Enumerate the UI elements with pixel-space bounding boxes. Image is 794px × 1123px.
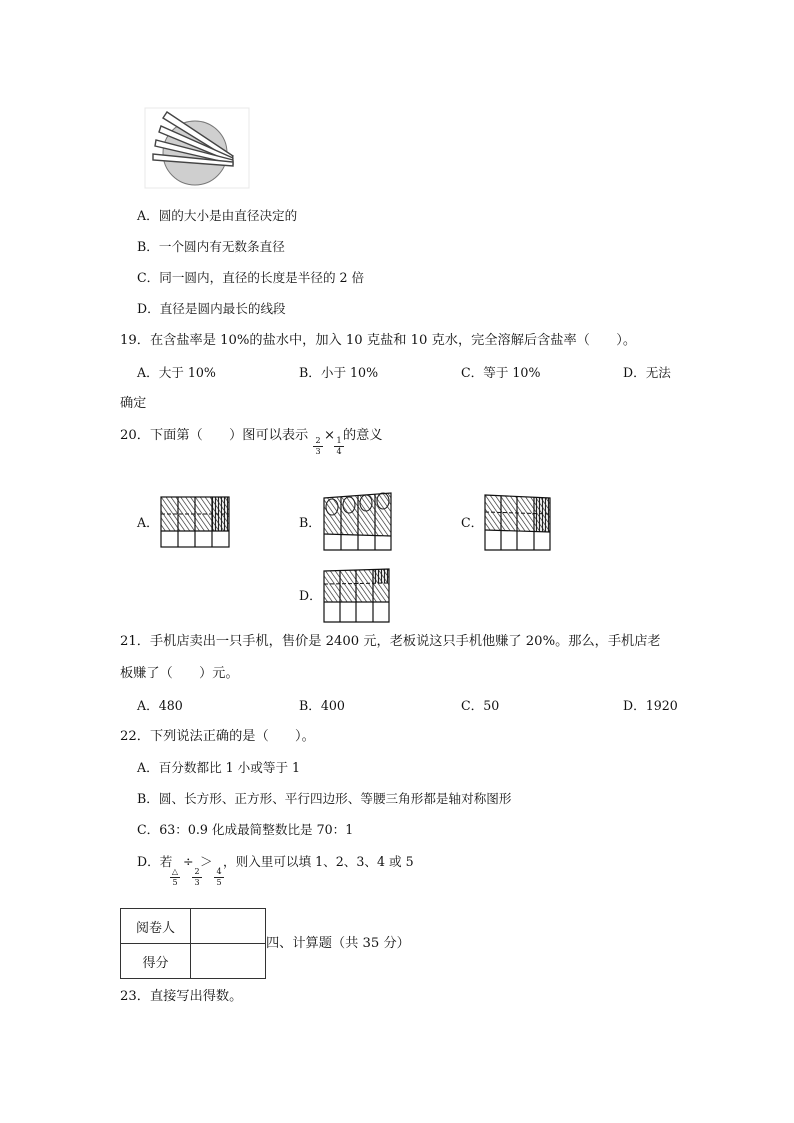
q22-option-d-suffix: ，则入里可以填 1、2、3、4 或 5 <box>223 854 414 869</box>
q22-stem: 22．下列说法正确的是（ ）。 <box>120 729 315 744</box>
score-cell[interactable] <box>191 944 266 979</box>
q20-label-c: C． <box>461 515 484 530</box>
q18-option-a: A．圆的大小是由直径决定的 <box>137 208 298 223</box>
q19-stem: 19．在含盐率是 10%的盐水中，加入 10 克盐和 10 克水，完全溶解后含盐率（ ）。 <box>120 333 637 348</box>
q22-option-c: C．63：0.9 化成最简整数比是 70：1 <box>137 822 354 837</box>
q22-option-d-prefix: D．若 <box>137 854 173 869</box>
q22-divide: ÷ <box>183 854 194 869</box>
q18-option-c: C．同一圆内，直径的长度是半径的 2 倍 <box>137 270 365 285</box>
q20-label-a: A． <box>137 515 159 530</box>
q21-stem: 21．手机店卖出一只手机，售价是 2400 元，老板说这只手机他赚了 20%。那么，手机店老 <box>120 634 661 649</box>
q20-grid-a <box>160 496 232 548</box>
q21-option-b: B．400 <box>299 698 345 713</box>
q18-option-d: D．直径是圆内最长的线段 <box>137 301 286 316</box>
q19-option-b: B．小于 10% <box>299 365 379 380</box>
q21-option-a: A．480 <box>137 698 183 713</box>
section-heading: 四、计算题（共 35 分） <box>266 936 410 951</box>
q18-option-b: B．一个圆内有无数条直径 <box>137 239 285 254</box>
q21-stem-2: 板赚了（ ）元。 <box>120 666 239 681</box>
q20-fraction-2: 1 4 <box>334 437 344 456</box>
q20-times: × <box>324 428 336 443</box>
q19-option-a: A．大于 10% <box>137 365 216 380</box>
q20-label-d: D． <box>299 588 322 603</box>
score-table <box>120 908 266 979</box>
reviewer-cell[interactable] <box>191 909 266 944</box>
q20-label-b: B． <box>299 515 321 530</box>
q23-stem: 23．直接写出得数。 <box>120 989 243 1004</box>
q22-fraction-4-5: 4 5 <box>214 868 224 887</box>
q21-option-c: C．50 <box>461 698 500 713</box>
q21-option-d: D．1920 <box>623 698 678 713</box>
q19-wrap: 确定 <box>120 396 147 411</box>
q20-fraction-1: 2 3 <box>313 437 323 456</box>
q22-fraction-2-3: 2 3 <box>192 868 202 887</box>
q22-fraction-triangle: △ 5 <box>171 867 179 887</box>
q20-stem-end: 的意义 <box>343 428 383 443</box>
q19-option-c: C．等于 10% <box>461 365 541 380</box>
q22-greater-than: ＞ <box>200 854 213 869</box>
q19-option-d: D．无法 <box>623 365 671 380</box>
q22-option-b: B．圆、长方形、正方形、平行四边形、等腰三角形都是轴对称图形 <box>137 791 512 806</box>
circle-ruler-figure <box>145 108 249 188</box>
q20-grid-d <box>323 568 393 624</box>
q20-grid-c <box>484 494 554 552</box>
score-label: 得分 <box>121 944 191 979</box>
q20-stem: 20．下面第（ ）图可以表示 <box>120 428 309 443</box>
reviewer-label: 阅卷人 <box>121 909 191 944</box>
q22-option-a: A．百分数都比 1 小或等于 1 <box>137 760 301 775</box>
q20-grid-b <box>323 492 395 552</box>
